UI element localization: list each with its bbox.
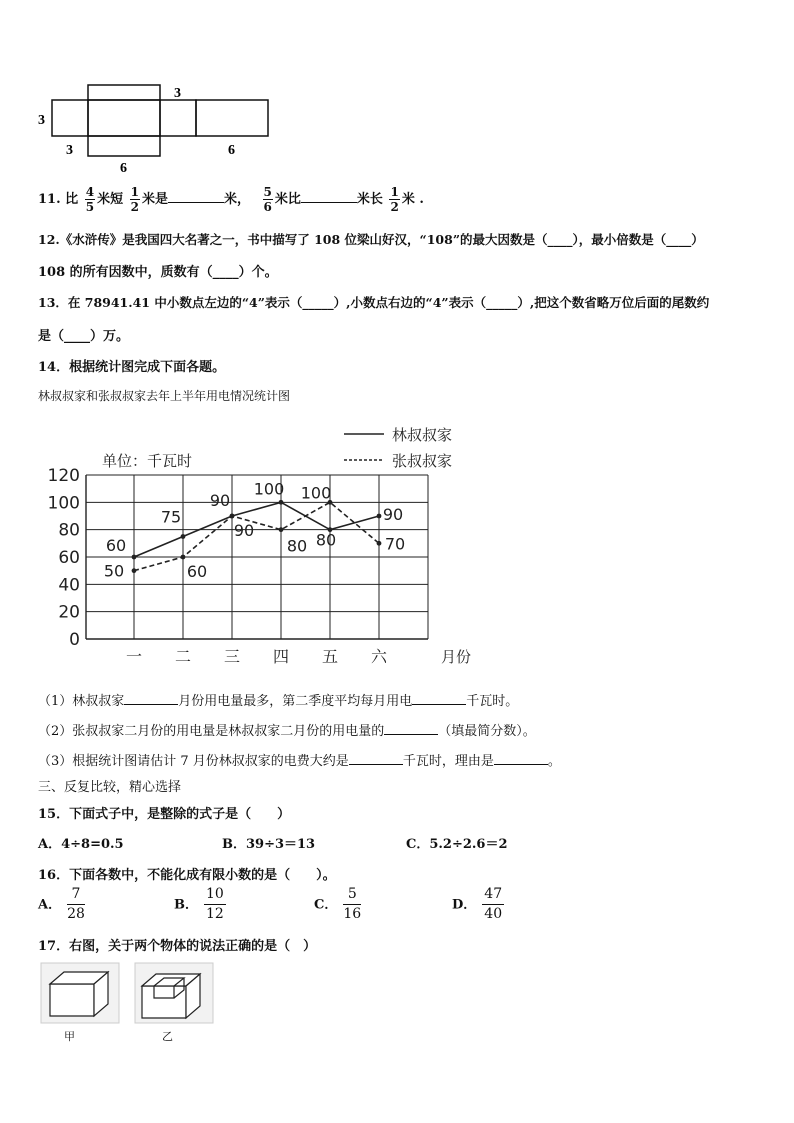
- net-label-bottom-mid: 6: [120, 161, 127, 176]
- x-tick-label: 三: [223, 647, 241, 666]
- data-point: [279, 527, 284, 532]
- label-yi: 乙: [162, 1030, 173, 1043]
- q15-option-c[interactable]: C．5.2÷2.6＝2: [406, 837, 508, 852]
- fraction: $\frac{4}{5}$: [85, 185, 95, 214]
- data-point: [377, 541, 382, 546]
- answer-blank[interactable]: [494, 754, 548, 765]
- question-17-stem: 17．右图，关于两个物体的说法正确的是（ ）: [38, 939, 317, 954]
- data-label: 100: [253, 479, 285, 499]
- data-label: 60: [105, 536, 127, 555]
- q16-option-d[interactable]: D． $\frac{47}{40}$: [452, 886, 503, 923]
- question-16-stem: 16．下面各数中，不能化成有限小数的是（ ）。: [38, 868, 336, 883]
- q14-sub3: （3）根据统计图请估计 7 月份林叔叔家的电费大约是 千瓦时，理由是 。: [38, 754, 561, 769]
- q16-option-a[interactable]: A． $\frac{7}{28}$: [38, 886, 85, 923]
- data-label: 100: [300, 483, 332, 503]
- net-figure: [36, 78, 276, 178]
- question-12-line2: 108 的所有因数中，质数有（____）个。: [38, 265, 278, 280]
- x-tick-label: 一: [125, 647, 143, 666]
- data-label: 80: [286, 536, 308, 556]
- question-12-line1: 12.《水浒传》是我国四大名著之一，书中描写了 108 位梁山好汉，“108”的最大因数是（____），最小倍数是（____）: [38, 232, 704, 247]
- data-label: 50: [103, 561, 125, 581]
- question-13-line1: 13．在 78941.41 中小数点左边的“4”表示（_____）,小数点右边的“4”表示（_____）,把这个数省略万位后面的尾数约: [38, 295, 710, 310]
- fraction: $\frac{1}{2}$: [130, 185, 139, 214]
- fraction: $\frac{1}{2}$: [390, 185, 399, 214]
- x-tick-label: 二: [174, 647, 192, 666]
- y-tick-label: 100: [47, 493, 80, 514]
- chart-caption: 林叔叔家和张叔叔家去年上半年用电情况统计图: [38, 389, 291, 403]
- data-point: [279, 500, 284, 505]
- line-chart: [36, 420, 480, 672]
- x-axis-end-label: 月份: [440, 648, 472, 666]
- y-tick-label: 20: [58, 602, 80, 623]
- answer-blank[interactable]: [349, 754, 403, 765]
- section-3-title: 三、反复比较，精心选择: [38, 780, 182, 795]
- question-14-header: 14．根据统计图完成下面各题。: [38, 360, 226, 375]
- data-point: [132, 568, 137, 573]
- net-label-bottom-right: 6: [228, 143, 235, 158]
- y-tick-label: 0: [69, 630, 80, 650]
- data-point: [181, 555, 186, 560]
- answer-blank[interactable]: [412, 694, 466, 705]
- fraction: $\frac{5}{6}$: [263, 185, 272, 214]
- data-point: [230, 514, 235, 519]
- x-tick-label: 六: [370, 647, 388, 666]
- object-yi-figure: [134, 962, 214, 1024]
- data-point: [181, 534, 186, 539]
- question-13-line2: 是（____）万。: [38, 329, 130, 344]
- data-label: 75: [160, 507, 182, 527]
- legend-label: 张叔叔家: [392, 452, 453, 470]
- y-tick-label: 80: [58, 520, 80, 541]
- data-point: [132, 555, 137, 560]
- q14-sub1: （1）林叔叔家 月份用电量最多，第二季度平均每月用电 千瓦时。: [38, 694, 519, 709]
- x-tick-label: 五: [321, 647, 339, 666]
- data-label: 60: [186, 562, 208, 581]
- q16-option-c[interactable]: C． $\frac{5}{16}$: [314, 886, 362, 923]
- y-tick-label: 60: [58, 548, 80, 568]
- label-jia: 甲: [64, 1030, 75, 1043]
- data-label: 80: [315, 530, 337, 550]
- chart-unit-label: 单位：千瓦时: [102, 452, 193, 470]
- question-15-stem: 15．下面式子中，是整除的式子是（ ）: [38, 807, 291, 822]
- y-tick-label: 40: [58, 575, 80, 596]
- q15-option-a[interactable]: A．4÷8=0.5: [38, 837, 124, 852]
- data-label: 70: [384, 534, 406, 554]
- object-jia-figure: [40, 962, 120, 1024]
- q16-option-b[interactable]: B． $\frac{10}{12}$: [174, 886, 224, 923]
- answer-blank[interactable]: [384, 724, 438, 735]
- x-tick-label: 四: [272, 647, 290, 666]
- q15-option-b[interactable]: B．39÷3＝13: [222, 837, 316, 852]
- legend-label: 林叔叔家: [392, 426, 453, 444]
- net-label-left: 3: [38, 113, 45, 128]
- data-label: 90: [233, 521, 255, 540]
- question-11: 11. 比 $\frac{4}{5}$ 米短 $\frac{1}{2}$ 米是 米， $\frac{5}{6}$ 米比 米长 $\frac{1}{2}$ 米 .: [38, 185, 424, 214]
- net-label-bottom-left: 3: [66, 143, 73, 158]
- answer-blank[interactable]: [301, 192, 357, 203]
- answer-blank[interactable]: [168, 192, 224, 203]
- data-point: [377, 514, 382, 519]
- y-tick-label: 120: [47, 466, 80, 486]
- data-label: 90: [209, 491, 231, 510]
- q14-sub2: （2）张叔叔家二月份的用电量是林叔叔家二月份的用电量的 （填最简分数）。: [38, 724, 536, 739]
- data-label: 90: [382, 505, 404, 524]
- q11-number: 11.: [38, 192, 61, 207]
- net-label-top: 3: [174, 86, 181, 101]
- answer-blank[interactable]: [124, 694, 178, 705]
